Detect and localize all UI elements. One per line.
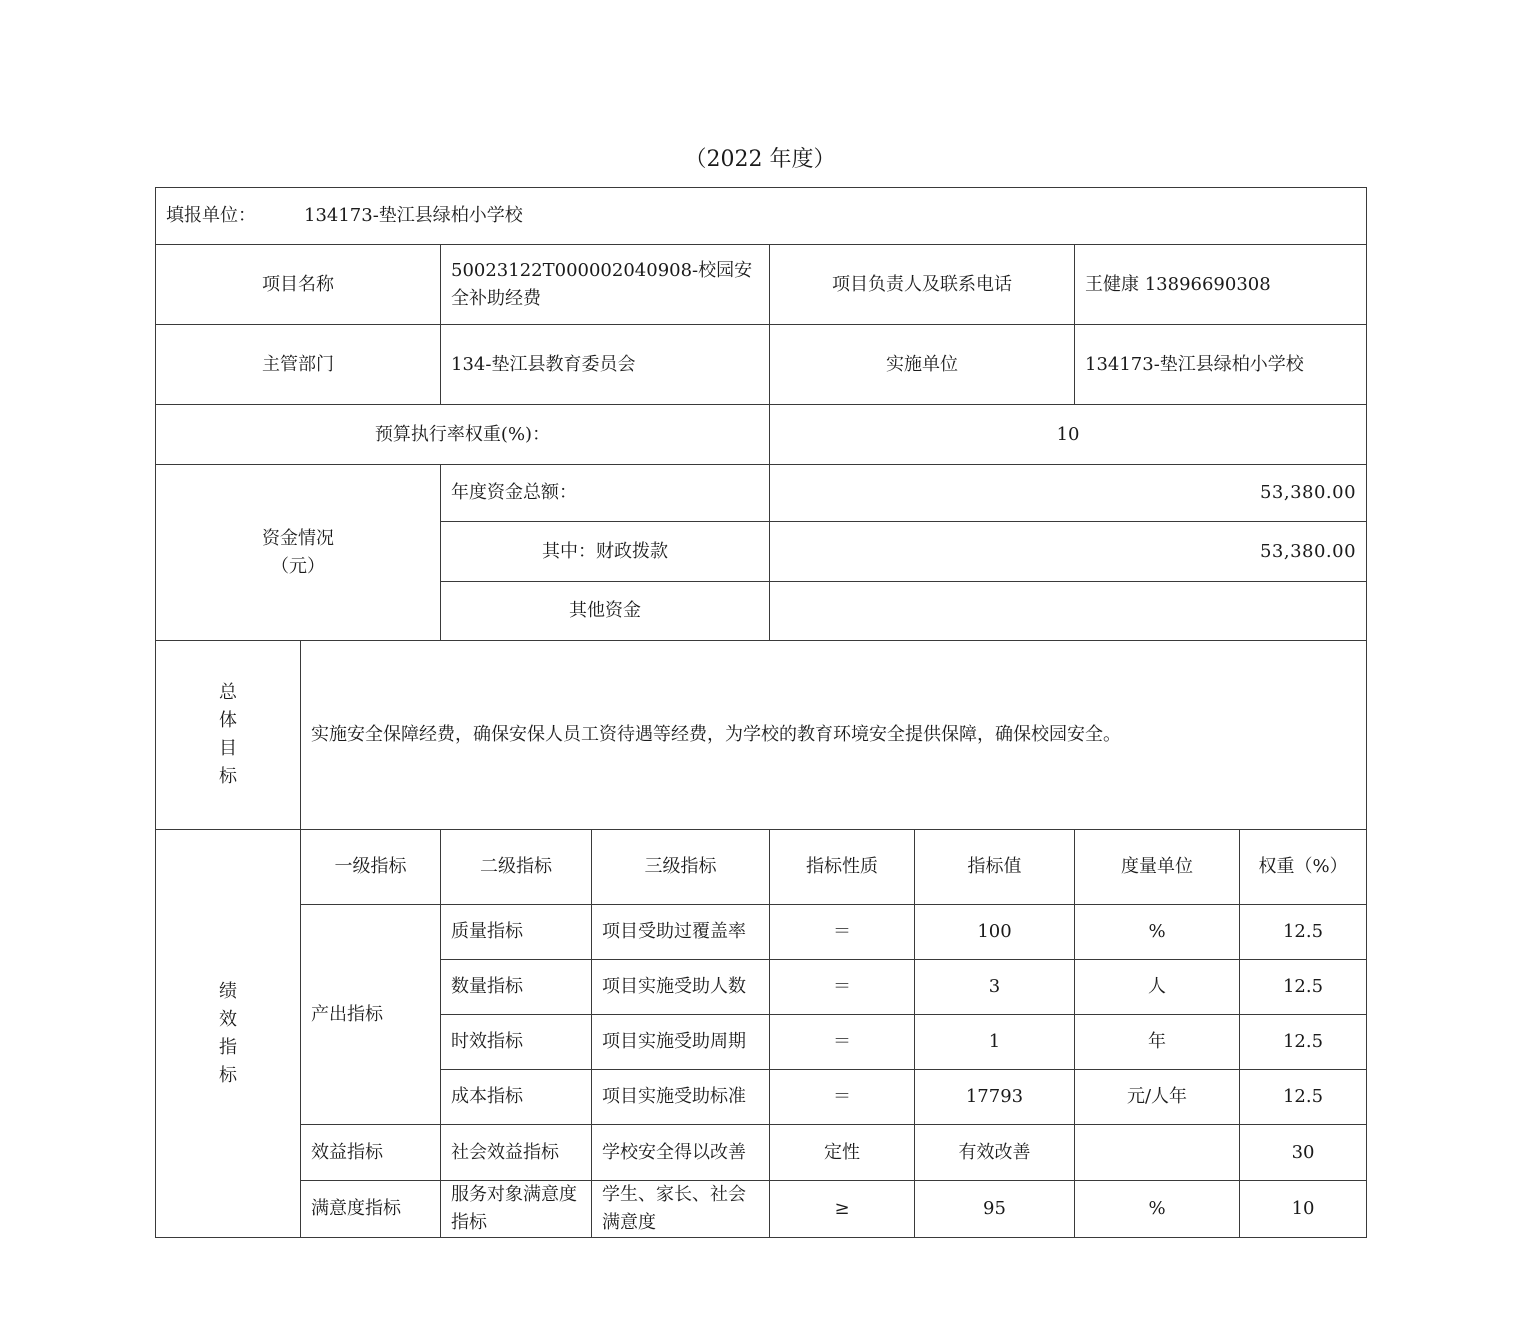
project-name-value: 50023122T000002040908-校园安全补助经费 [441, 245, 770, 325]
level3-cell: 学生、家长、社会满意度 [592, 1181, 770, 1238]
overall-goal-row [156, 641, 1367, 830]
weight-cell: 10 [1240, 1181, 1367, 1238]
level3-cell: 项目实施受助人数 [592, 960, 770, 1015]
funds-fiscal-value: 53,380.00 [770, 522, 1367, 582]
performance-form-table [155, 187, 1367, 1238]
level2-cell: 成本指标 [441, 1070, 592, 1125]
level1-output: 产出指标 [301, 905, 441, 1125]
value-cell: 100 [915, 905, 1075, 960]
funds-total-value: 53,380.00 [770, 465, 1367, 522]
level2-cell: 社会效益指标 [441, 1125, 592, 1181]
value-cell: 有效改善 [915, 1125, 1075, 1181]
unit-cell: % [1075, 905, 1240, 960]
nature-cell: ≥ [770, 1181, 915, 1238]
weight-cell: 12.5 [1240, 960, 1367, 1015]
value-cell: 17793 [915, 1070, 1075, 1125]
indicator-row [156, 905, 1367, 960]
performance-label-cell [156, 830, 301, 1238]
funds-other-label: 其他资金 [441, 582, 770, 641]
overall-goal-label: 总体目标 [219, 682, 237, 787]
nature-cell: 定性 [770, 1125, 915, 1181]
performance-label: 绩效指标 [219, 980, 237, 1086]
project-name-row [156, 245, 1367, 325]
header-nature: 指标性质 [770, 830, 915, 905]
budget-weight-value: 10 [770, 405, 1367, 465]
funds-other-value [770, 582, 1367, 641]
level3-cell: 项目受助过覆盖率 [592, 905, 770, 960]
indicator-header-row [156, 830, 1367, 905]
weight-cell: 12.5 [1240, 1015, 1367, 1070]
funds-fiscal-label: 其中：财政拨款 [441, 522, 770, 582]
level1-satisfaction: 满意度指标 [301, 1181, 441, 1238]
implementing-unit-label: 实施单位 [770, 325, 1075, 405]
overall-goal-label-cell [156, 641, 301, 830]
funds-total-label: 年度资金总额： [441, 465, 770, 522]
project-name-label: 项目名称 [156, 245, 441, 325]
budget-weight-label: 预算执行率权重(%)： [156, 405, 770, 465]
header-weight: 权重（%） [1240, 830, 1367, 905]
nature-cell: ＝ [770, 905, 915, 960]
weight-cell: 12.5 [1240, 1070, 1367, 1125]
reporting-unit-row [156, 188, 1367, 245]
value-cell: 3 [915, 960, 1075, 1015]
level3-cell: 项目实施受助周期 [592, 1015, 770, 1070]
level2-cell: 时效指标 [441, 1015, 592, 1070]
header-level1: 一级指标 [301, 830, 441, 905]
header-value: 指标值 [915, 830, 1075, 905]
nature-cell: ＝ [770, 1015, 915, 1070]
indicator-row [156, 1125, 1367, 1181]
level3-cell: 项目实施受助标准 [592, 1070, 770, 1125]
unit-cell: 年 [1075, 1015, 1240, 1070]
unit-cell: 元/人年 [1075, 1070, 1240, 1125]
nature-cell: ＝ [770, 1070, 915, 1125]
funds-label: 资金情况 （元） [156, 465, 441, 641]
level1-benefit: 效益指标 [301, 1125, 441, 1181]
level2-cell: 数量指标 [441, 960, 592, 1015]
budget-weight-row [156, 405, 1367, 465]
unit-cell: 人 [1075, 960, 1240, 1015]
reporting-unit-cell [156, 188, 1367, 245]
unit-cell [1075, 1125, 1240, 1181]
value-cell: 1 [915, 1015, 1075, 1070]
overall-goal-text: 实施安全保障经费，确保安保人员工资待遇等经费，为学校的教育环境安全提供保障，确保校园安全。 [301, 641, 1367, 830]
funds-total-row [156, 465, 1367, 522]
weight-cell: 30 [1240, 1125, 1367, 1181]
weight-cell: 12.5 [1240, 905, 1367, 960]
level2-cell: 质量指标 [441, 905, 592, 960]
department-row [156, 325, 1367, 405]
level3-cell: 学校安全得以改善 [592, 1125, 770, 1181]
project-owner-value: 王健康 13896690308 [1075, 245, 1367, 325]
project-owner-label: 项目负责人及联系电话 [770, 245, 1075, 325]
value-cell: 95 [915, 1181, 1075, 1238]
reporting-unit-label: 填报单位： [166, 205, 256, 226]
level2-cell: 服务对象满意度指标 [441, 1181, 592, 1238]
indicator-row [156, 1181, 1367, 1238]
unit-cell: % [1075, 1181, 1240, 1238]
supervising-dept-label: 主管部门 [156, 325, 441, 405]
implementing-unit-value: 134173-垫江县绿柏小学校 [1075, 325, 1367, 405]
nature-cell: ＝ [770, 960, 915, 1015]
header-unit: 度量单位 [1075, 830, 1240, 905]
supervising-dept-value: 134-垫江县教育委员会 [441, 325, 770, 405]
header-level3: 三级指标 [592, 830, 770, 905]
reporting-unit-value: 134173-垫江县绿柏小学校 [304, 205, 523, 226]
header-level2: 二级指标 [441, 830, 592, 905]
report-year: （2022 年度） [684, 147, 836, 172]
